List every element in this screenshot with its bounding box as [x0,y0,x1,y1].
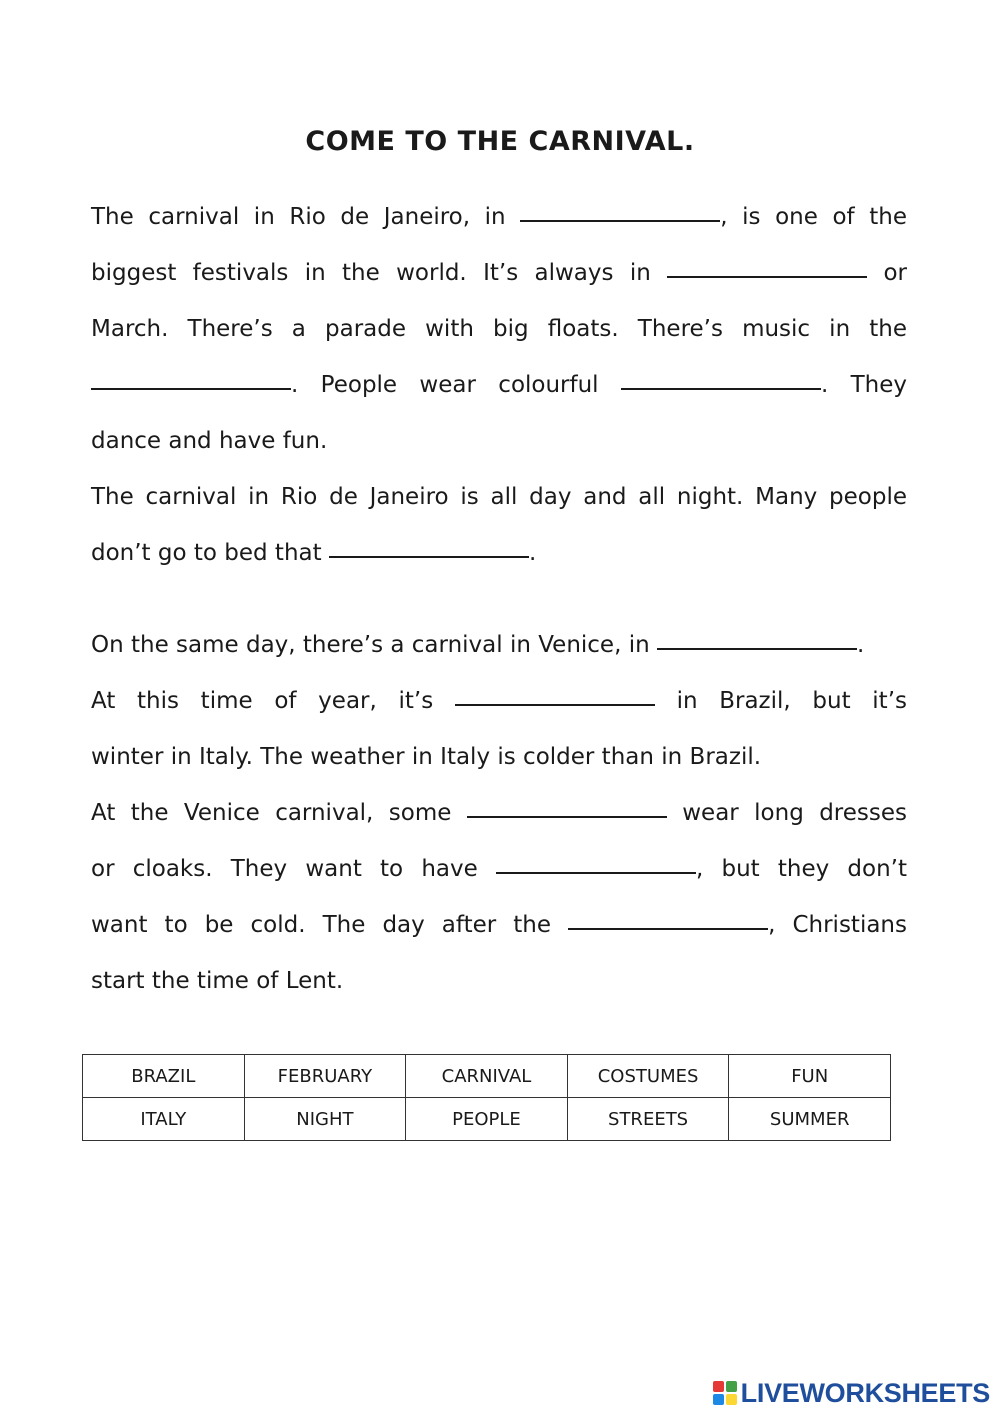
word-bank-cell[interactable]: CARNIVAL [406,1055,568,1098]
paragraph-rio [91,189,907,581]
text-line: winter in Italy. The weather in Italy is colder than in Brazil. [91,744,762,770]
logo-square [726,1394,737,1405]
logo-square [726,1381,737,1392]
word-bank-cell[interactable]: STREETS [567,1098,729,1141]
text-line: The carnival in Rio de Janeiro is all day and all night. Many people [91,484,907,510]
text-line: The carnival in Rio de Janeiro, in , is one of the [91,204,907,230]
word-bank-row [83,1098,891,1141]
text-line: On the same day, there’s a carnival in Venice, in . [91,632,865,658]
blank-field-2[interactable] [667,276,867,278]
word-bank-cell[interactable]: FUN [729,1055,891,1098]
text-line: dance and have fun. [91,428,328,454]
text-line: start the time of Lent. [91,968,344,994]
text-line: At the Venice carnival, some wear long dresses [91,800,908,826]
logo-mark-icon [713,1381,737,1405]
paragraph-venice [91,617,907,1009]
word-bank-cell[interactable]: NIGHT [244,1098,406,1141]
blank-field-9[interactable] [496,872,696,874]
logo-square [713,1381,724,1392]
text-line: or cloaks. They want to have , but they don’t [91,856,908,882]
word-bank-cell[interactable]: PEOPLE [406,1098,568,1141]
blank-field-4[interactable] [621,388,821,390]
blank-field-3[interactable] [91,388,291,390]
logo-square [713,1394,724,1405]
word-bank-cell[interactable]: FEBRUARY [244,1055,406,1098]
text-line: don’t go to bed that . [91,540,537,566]
blank-field-5[interactable] [329,556,529,558]
text-line: biggest festivals in the world. It’s always in or [91,260,908,286]
blank-field-7[interactable] [455,704,655,706]
text-line: . People wear colourful . They [91,357,907,413]
word-bank-table [82,1054,891,1141]
blank-field-8[interactable] [467,816,667,818]
text-line: At this time of year, it’s in Brazil, but it’s [91,688,907,714]
logo-text: LIVEWORKSHEETS [740,1377,990,1408]
word-bank-cell[interactable]: SUMMER [729,1098,891,1141]
word-bank-row [83,1055,891,1098]
text-line: want to be cold. The day after the , Christians [91,912,907,938]
liveworksheets-logo [713,1378,990,1408]
blank-field-6[interactable] [657,648,857,650]
word-bank-cell[interactable]: ITALY [83,1098,245,1141]
word-bank-cell[interactable]: COSTUMES [567,1055,729,1098]
blank-field-1[interactable] [520,220,720,222]
text-line: March. There’s a parade with big floats. There’s music in the [91,316,907,342]
blank-field-10[interactable] [568,928,768,930]
word-bank-cell[interactable]: BRAZIL [83,1055,245,1098]
page-title: COME TO THE CARNIVAL. [305,126,695,157]
